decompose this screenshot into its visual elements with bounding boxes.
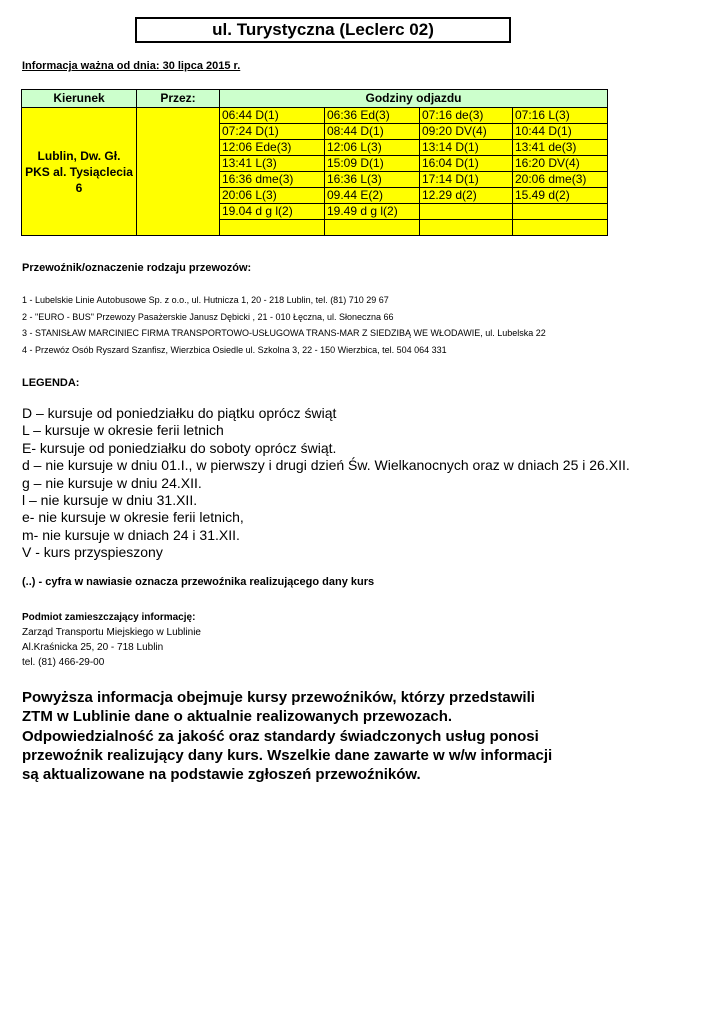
departure-time-cell: 06:36 Ed(3) — [325, 108, 420, 124]
departure-time-cell: 13:14 D(1) — [420, 140, 513, 156]
legend-list — [22, 405, 630, 562]
departure-time-cell: 20:06 L(3) — [220, 188, 325, 204]
legend-item: g – nie kursuje w dniu 24.XII. — [22, 474, 202, 491]
departure-time-cell: 17:14 D(1) — [420, 172, 513, 188]
page-title: ul. Turystyczna (Leclerc 02) — [135, 17, 511, 43]
legend-item: l – nie kursuje w dniu 31.XII. — [22, 492, 198, 509]
departure-time-cell: 16:04 D(1) — [420, 156, 513, 172]
departure-time-cell: 13:41 de(3) — [513, 140, 608, 156]
carrier-4: 4 - Przewóz Osób Ryszard Szanfisz, Wierzbica Osiedle ul. Szkolna 3, 22 - 150 Wierzbica, tel. 504 064 331 — [22, 345, 447, 355]
header-departure-times: Godziny odjazdu — [220, 90, 608, 108]
departure-time-cell: 12.29 d(2) — [420, 188, 513, 204]
notice-line: Powyższa informacja obejmuje kursy przewoźników, którzy przedstawili — [22, 689, 535, 706]
publisher-heading: Podmiot zamieszczający informację: — [22, 612, 196, 623]
departure-time-cell: 07:16 L(3) — [513, 108, 608, 124]
departure-time-cell: 15:09 D(1) — [325, 156, 420, 172]
departure-time-cell: 10:44 D(1) — [513, 124, 608, 140]
legend-item: L – kursuje w okresie ferii letnich — [22, 422, 224, 439]
carrier-1: 1 - Lubelskie Linie Autobusowe Sp. z o.o., ul. Hutnicza 1, 20 - 218 Lublin, tel. (81) 710 29 67 — [22, 295, 389, 305]
notice-line: ZTM w Lublinie dane o aktualnie realizowanych przewozach. — [22, 708, 453, 726]
departure-time-cell: 19.04 d g l(2) — [220, 204, 325, 220]
legend-item: V - kurs przyspieszony — [22, 544, 163, 561]
departure-time-cell: 13:41 L(3) — [220, 156, 325, 172]
publisher-block — [22, 610, 201, 670]
legend-item: d – nie kursuje w dniu 01.I., w pierwszy i drugi dzień Św. Wielkanocnych oraz w dniach 25 i 26.XII. — [22, 457, 630, 474]
carrier-note: (..) - cyfra w nawiasie oznacza przewoźnika realizującego dany kurs — [22, 576, 375, 588]
effective-date: Informacja ważna od dnia: 30 lipca 2015 r. — [22, 60, 241, 72]
direction-cell: Lublin, Dw. Gł. PKS al. Tysiąclecia 6 — [22, 108, 137, 236]
departure-time-cell — [325, 220, 420, 236]
publisher-line: Al.Kraśnicka 25, 20 - 718 Lublin — [22, 642, 164, 653]
departure-time-cell: 15.49 d(2) — [513, 188, 608, 204]
departure-time-cell: 12:06 L(3) — [325, 140, 420, 156]
departure-time-cell — [513, 204, 608, 220]
legend-heading: LEGENDA: — [22, 377, 80, 389]
departure-time-cell: 08:44 D(1) — [325, 124, 420, 140]
departure-time-cell: 16:36 dme(3) — [220, 172, 325, 188]
notice-line: przewoźnik realizujący dany kurs. Wszelkie dane zawarte w w/w informacji — [22, 746, 553, 764]
departure-time-cell: 16:36 L(3) — [325, 172, 420, 188]
legend-item: E- kursuje od poniedziałku do soboty oprócz świąt. — [22, 439, 337, 456]
departure-time-cell — [420, 204, 513, 220]
carrier-2: 2 - "EURO - BUS" Przewozy Pasażerskie Janusz Dębicki , 21 - 010 Łęczna, ul. Słoneczna 66 — [22, 312, 394, 322]
departure-time-cell: 12:06 Ede(3) — [220, 140, 325, 156]
departure-time-cell: 06:44 D(1) — [220, 108, 325, 124]
header-direction: Kierunek — [22, 90, 137, 108]
legend-item: e- nie kursuje w okresie ferii letnich, — [22, 509, 244, 526]
departure-time-cell: 20:06 dme(3) — [513, 172, 608, 188]
departure-time-cell: 19.49 d g l(2) — [325, 204, 420, 220]
carriers-heading: Przewoźnik/oznaczenie rodzaju przewozów: — [22, 262, 252, 274]
legend-item: D – kursuje od poniedziałku do piątku oprócz świąt — [22, 405, 337, 421]
timetable-row — [22, 108, 608, 124]
departure-time-cell: 09:20 DV(4) — [420, 124, 513, 140]
departure-time-cell — [420, 220, 513, 236]
timetable — [21, 89, 608, 236]
notice-line: Odpowiedzialność za jakość oraz standardy świadczonych usług ponosi — [22, 727, 539, 745]
legend-item: m- nie kursuje w dniach 24 i 31.XII. — [22, 526, 240, 543]
via-cell — [137, 108, 220, 236]
departure-time-cell: 16:20 DV(4) — [513, 156, 608, 172]
departure-time-cell — [513, 220, 608, 236]
publisher-line: Zarząd Transportu Miejskiego w Lublinie — [22, 627, 201, 638]
timetable-header-row — [22, 90, 608, 108]
departure-time-cell — [220, 220, 325, 236]
disclaimer-notice — [22, 688, 582, 784]
departure-time-cell: 07:24 D(1) — [220, 124, 325, 140]
carrier-3: 3 - STANISŁAW MARCINIEC FIRMA TRANSPORTOWO-USŁUGOWA TRANS-MAR Z SIEDZIBĄ WE WŁODAWIE, ul. Lubelska 22 — [22, 328, 546, 338]
publisher-line: tel. (81) 466-29-00 — [22, 657, 105, 668]
notice-line: są aktualizowane na podstawie zgłoszeń przewoźników. — [22, 766, 421, 784]
header-via: Przez: — [137, 90, 220, 108]
departure-time-cell: 07:16 de(3) — [420, 108, 513, 124]
departure-time-cell: 09.44 E(2) — [325, 188, 420, 204]
